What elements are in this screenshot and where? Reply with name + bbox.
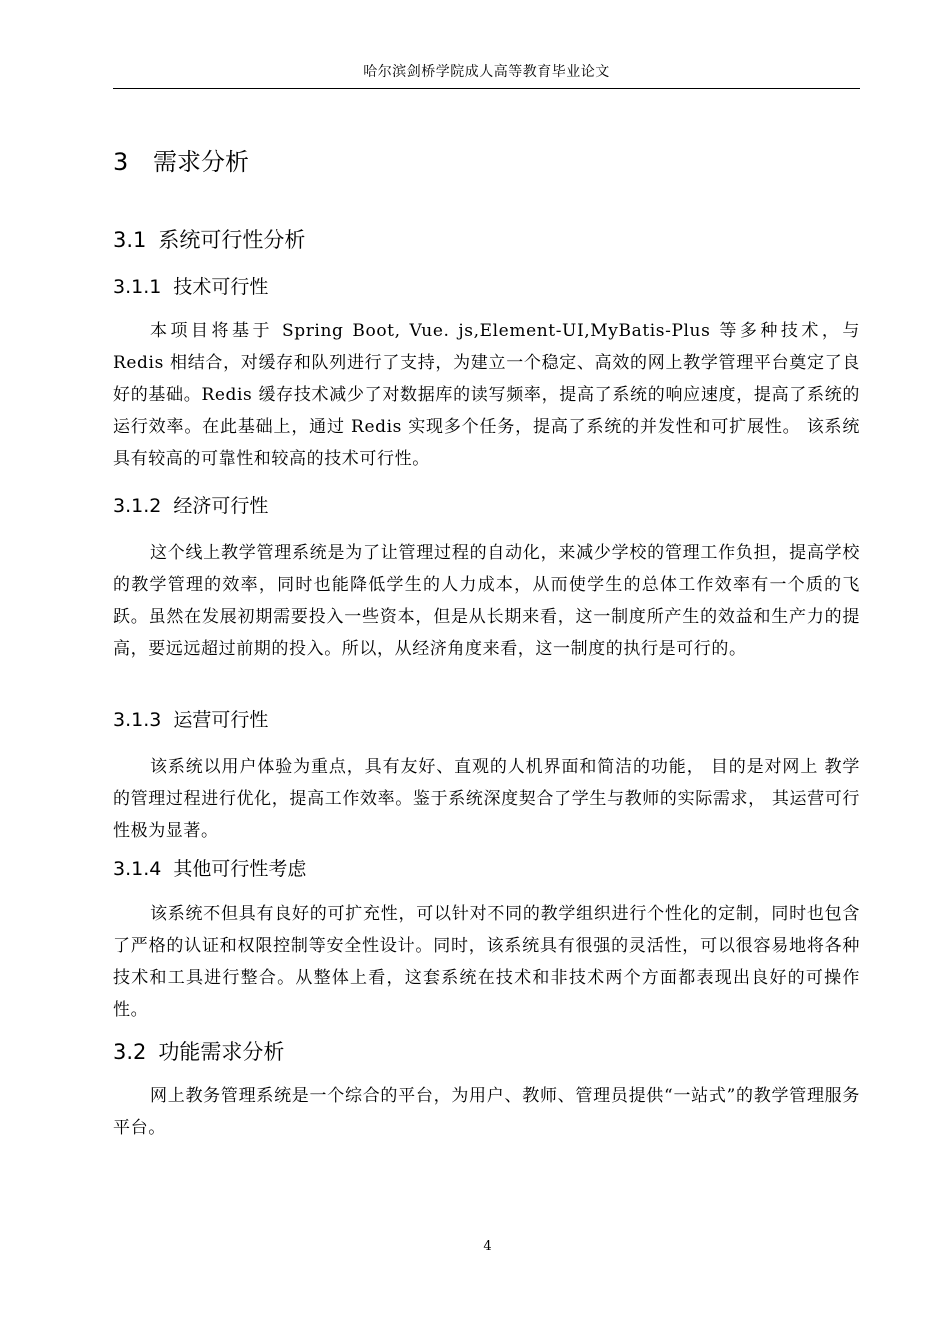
subsection-title-3-1-1: 技术可行性 bbox=[173, 276, 269, 298]
chapter-number: 3 bbox=[113, 148, 129, 176]
subsection-number-3-1-1: 3.1.1 bbox=[113, 276, 162, 298]
page-number: 4 bbox=[483, 1239, 492, 1254]
subsection-heading-3-1-3 bbox=[113, 706, 268, 734]
subsection-number-3-1-4: 3.1.4 bbox=[113, 858, 162, 880]
subsection-title-3-1-2: 经济可行性 bbox=[173, 495, 269, 517]
section-heading-3-2 bbox=[113, 1037, 284, 1067]
subsection-number-3-1-2: 3.1.2 bbox=[113, 495, 162, 517]
paragraph-technical-feasibility: 本项目将基于 Spring Boot, Vue. js,Element-UI,MyBatis-Plus 等多种技术，与 Redis 相结合，对缓存和队列进行了支持，为建立一个稳定、高效的网上教学管理平台奠定了良好的基础。Redis 缓存技术减少了对数据库的读写频率，提高了系统的响应速度，提高了系统的运行效率。在此基础上，通过 Redis 实现多个任务，提高了系统的并发性和可扩展性。 该系统具有较高的可靠性和较高的技术可行性。 bbox=[113, 321, 860, 469]
section-heading-3-1 bbox=[113, 225, 305, 255]
chapter-title: 需求分析 bbox=[153, 148, 249, 176]
paragraph-economic-feasibility: 这个线上教学管理系统是为了让管理过程的自动化，来减少学校的管理工作负担，提高学校的教学管理的效率，同时也能降低学生的人力成本，从而使学生的总体工作效率有一个质的飞跃。虽然在发展初期需要投入一些资本，但是从长期来看，这一制度所产生的效益和生产力的提高，要远远超过前期的投入。所以，从经济角度来看，这一制度的执行是可行的。 bbox=[113, 543, 860, 659]
subsection-heading-3-1-1 bbox=[113, 273, 268, 301]
section-number-3-2: 3.2 bbox=[113, 1040, 147, 1064]
paragraph-functional-requirements: 网上教务管理系统是一个综合的平台，为用户、教师、管理员提供“一站式”的教学管理服务平台。 bbox=[113, 1086, 860, 1138]
section-number-3-1: 3.1 bbox=[113, 228, 147, 252]
paragraph-other-feasibility: 该系统不但具有良好的可扩充性，可以针对不同的教学组织进行个性化的定制，同时也包含了严格的认证和权限控制等安全性设计。同时，该系统具有很强的灵活性，可以很容易地将各种技术和工具进行整合。从整体上看，这套系统在技术和非技术两个方面都表现出良好的可操作性。 bbox=[113, 904, 860, 1020]
subsection-title-3-1-3: 运营可行性 bbox=[173, 709, 269, 731]
chapter-heading bbox=[113, 146, 249, 178]
subsection-heading-3-1-2 bbox=[113, 492, 268, 520]
section-title-3-2: 功能需求分析 bbox=[158, 1040, 285, 1064]
subsection-heading-3-1-4 bbox=[113, 855, 306, 883]
subsection-number-3-1-3: 3.1.3 bbox=[113, 709, 162, 731]
header-rule bbox=[113, 88, 860, 89]
subsection-title-3-1-4: 其他可行性考虑 bbox=[173, 858, 307, 880]
page-header-title: 哈尔滨剑桥学院成人高等教育毕业论文 bbox=[363, 64, 610, 80]
section-title-3-1: 系统可行性分析 bbox=[158, 228, 306, 252]
paragraph-operational-feasibility: 该系统以用户体验为重点，具有友好、直观的人机界面和简洁的功能， 目的是对网上 教学的管理过程进行优化，提高工作效率。鉴于系统深度契合了学生与教师的实际需求， 其运营可行性极为显著。 bbox=[113, 757, 860, 841]
